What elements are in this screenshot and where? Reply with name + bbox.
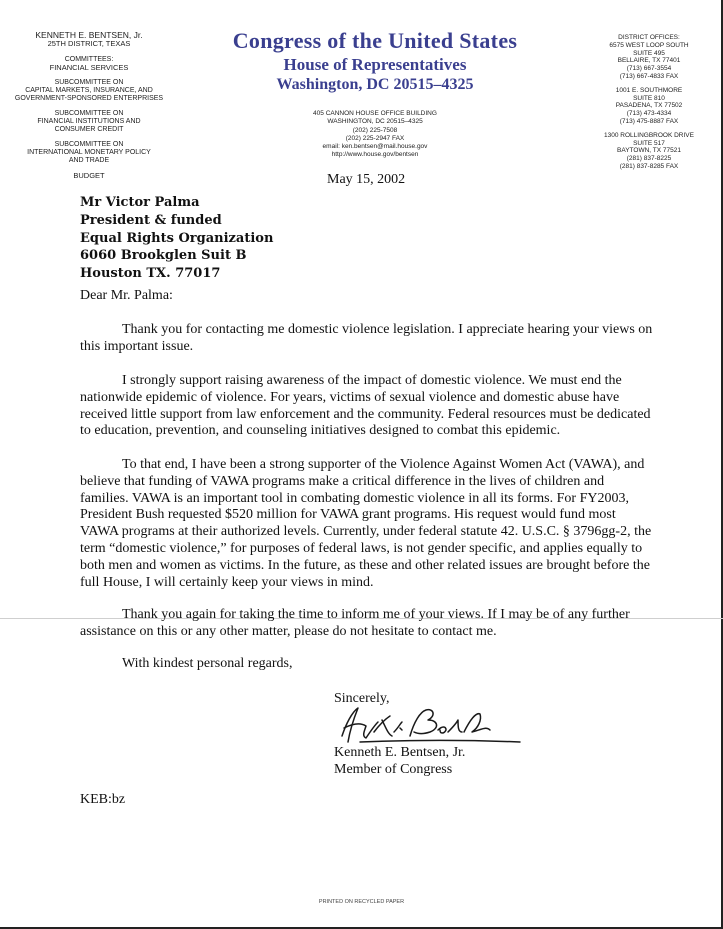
district-office-line: (281) 837-8285 FAX — [619, 162, 679, 170]
district-office-line: SUITE 495 — [633, 49, 665, 57]
subcommittee-line: INTERNATIONAL MONETARY POLICY — [27, 149, 151, 156]
district-office-line: SUITE 810 — [633, 94, 665, 102]
district-office-block — [594, 87, 704, 126]
district-office-line: (713) 667-3554 — [626, 65, 672, 73]
district-office-line: BAYTOWN, TX 77521 — [617, 147, 681, 155]
dc-office-line: 405 CANNON HOUSE OFFICE BUILDING — [313, 110, 437, 117]
recipient-line: Houston TX. 77017 — [80, 266, 221, 282]
letterhead-title — [190, 28, 560, 95]
subcommittee-line: FINANCIAL INSTITUTIONS AND — [37, 118, 141, 125]
subcommittee-label: SUBCOMMITTEE ON — [54, 110, 124, 117]
handwritten-signature — [330, 702, 525, 748]
dc-office-line: email: ken.bentsen@mail.house.gov — [322, 143, 428, 151]
body-paragraph: With kindest personal regards, — [122, 656, 293, 671]
body-paragraph: I strongly support raising awareness of the impact of domestic violence. We must end the nationwide epidemic of violence. For years, victims of sexual violence and domestic abuse have received little support from law enforcement and the community. Federal resources must be dedicated to education, prevention, and counseling initiatives designed to combat this epidemic. — [80, 373, 651, 439]
subcommittee-line: GOVERNMENT-SPONSORED ENTERPRISES — [14, 95, 164, 102]
subcommittee-block — [14, 79, 164, 103]
district-office-line: 6575 WEST LOOP SOUTH — [609, 41, 689, 49]
district-office-block — [594, 42, 704, 81]
district-office-line: (713) 475-8887 FAX — [619, 117, 679, 125]
budget-committee: BUDGET — [73, 171, 105, 180]
member-name: KENNETH E. BENTSEN, Jr. — [35, 30, 143, 40]
letterhead-line-congress: Congress of the United States — [232, 28, 518, 53]
district-office-block — [594, 132, 704, 171]
recipient-line: Mr Victor Palma — [80, 195, 200, 210]
district-office-line: (713) 667-4833 FAX — [619, 72, 679, 80]
subcommittee-line: CAPITAL MARKETS, INSURANCE, AND — [25, 87, 153, 94]
subcommittee-block — [14, 110, 164, 134]
district-offices-label: DISTRICT OFFICES: — [618, 34, 680, 41]
body-paragraph: Thank you for contacting me domestic violence legislation. I appreciate hearing your views on this important issue. — [80, 322, 653, 354]
district-office-line: 1300 ROLLINGBROOK DRIVE — [604, 131, 694, 139]
dc-office-line: (202) 225-7508 — [352, 126, 398, 134]
subcommittee-line: CONSUMER CREDIT — [54, 126, 124, 133]
district-office-line: (713) 473-4334 — [626, 110, 672, 118]
recipient-line: Equal Rights Organization — [80, 230, 274, 246]
dc-office-line: WASHINGTON, DC 20515–4325 — [327, 118, 423, 126]
recipient-line: 6060 Brookglen Suit B — [80, 248, 247, 264]
district-office-line: PASADENA, TX 77502 — [615, 102, 683, 110]
district-office-line: SUITE 517 — [633, 139, 665, 147]
recipient-address — [80, 194, 273, 283]
member-committees-column — [14, 30, 164, 180]
committees-label: COMMITTEES: — [64, 56, 114, 63]
district-office-line: (281) 837-8225 — [626, 155, 672, 163]
signer-title: Member of Congress — [334, 762, 453, 777]
subcommittee-line: AND TRADE — [68, 157, 110, 164]
dc-office-line: http://www.house.gov/bentsen — [331, 151, 419, 159]
signer-name: Kenneth E. Bentsen, Jr. — [334, 745, 466, 760]
member-district: 25TH DISTRICT, TEXAS — [47, 39, 131, 48]
salutation: Dear Mr. Palma: — [80, 288, 173, 303]
committee-block — [14, 56, 164, 72]
body-paragraph: To that end, I have been a strong supporter of the Violence Against Women Act (VAWA), and believe that funding of VAWA programs make a critical difference in the lives of children and families. VAWA is an important tool in combating domestic violence in all its forms. For FY2003, President Bush requested $520 million for VAWA grant programs. His request would fund most VAWA programs at their authorized levels. Currently, under federal statute 42. U.S.C. § 3796gg-2, the term “domestic violence,” for purposes of federal laws, is not gender specific, and applies equally to both men and women as victims. In the future, as these and other related issues are brought before the full House, I will certainly keep your views in mind. — [80, 457, 652, 590]
committee-name: FINANCIAL SERVICES — [49, 63, 129, 72]
subcommittee-label: SUBCOMMITTEE ON — [54, 79, 124, 86]
dc-office-line: (202) 225-2947 FAX — [345, 134, 405, 142]
subcommittee-label: SUBCOMMITTEE ON — [54, 141, 124, 148]
closing: Sincerely, — [334, 691, 390, 706]
district-office-line: BELLAIRE, TX 77401 — [617, 57, 681, 65]
district-office-line: 1001 E. SOUTHMORE — [615, 86, 683, 94]
body-paragraph: Thank you again for taking the time to inform me of your views. If I may be of any further assistance on this or any other matter, please do not hesitate to contact me. — [80, 607, 630, 639]
recycled-paper-footer: PRINTED ON RECYCLED PAPER — [318, 899, 405, 905]
letterhead-line-house: House of Representatives — [283, 55, 467, 74]
letter-date: May 15, 2002 — [327, 172, 406, 187]
typist-initials: KEB:bz — [80, 792, 126, 807]
district-offices-column — [594, 34, 704, 177]
recipient-line: President & funded — [80, 212, 222, 228]
dc-office-block — [270, 110, 480, 160]
letterhead-line-address: Washington, DC 20515–4325 — [276, 76, 474, 93]
subcommittee-block — [14, 141, 164, 165]
